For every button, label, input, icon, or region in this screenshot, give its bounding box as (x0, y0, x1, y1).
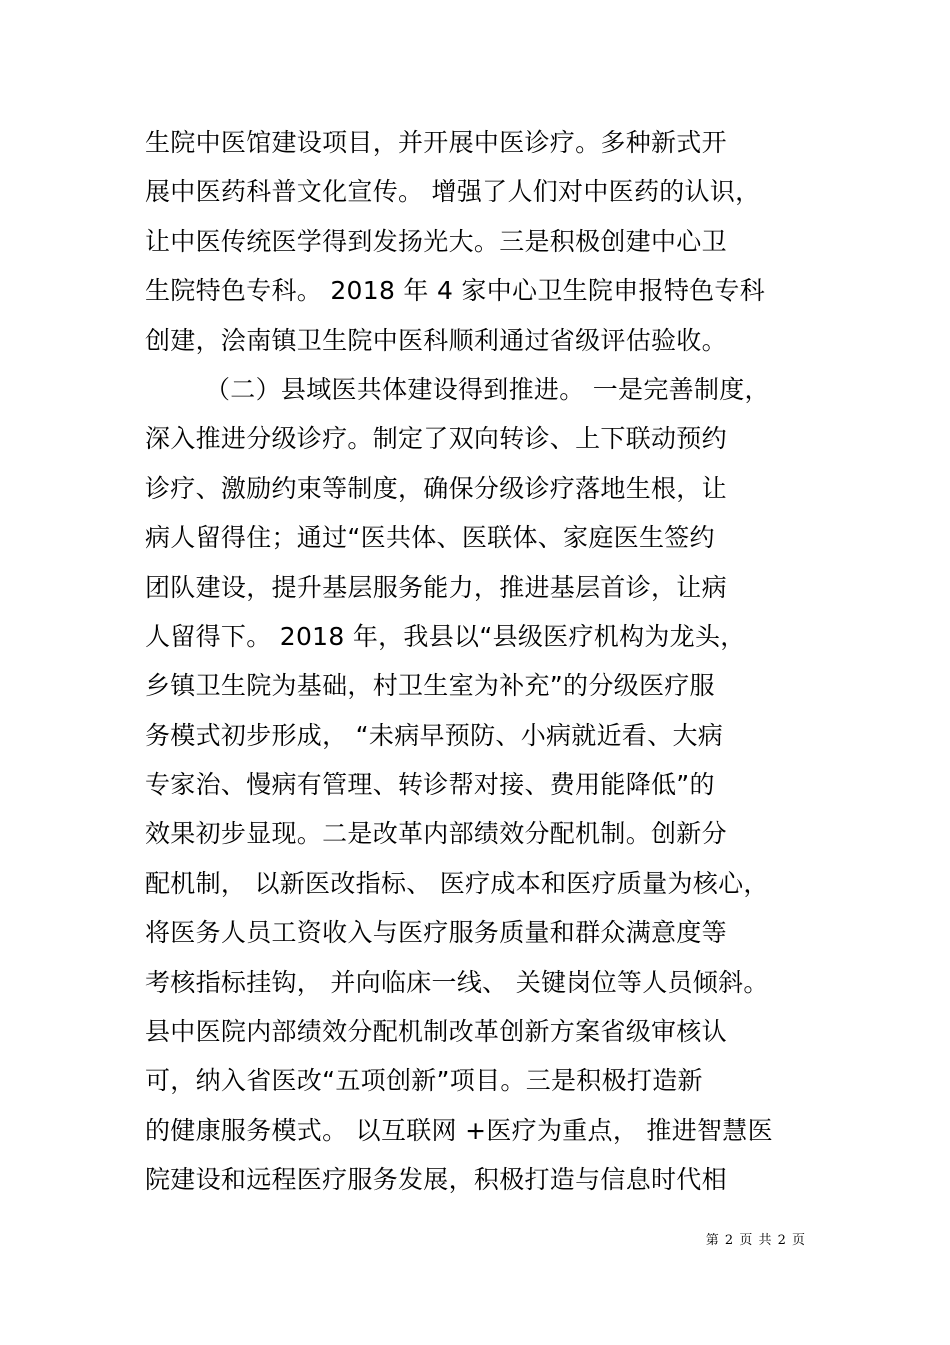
text-line: 创建，浍南镇卫生院中医科顺利通过省级评估验收。 (145, 325, 727, 355)
text-line: 配机制， 以新医改指标、 医疗成本和医疗质量为核心， (145, 868, 769, 898)
text-line: 可，纳入省医改“五项创新”项目。三是积极打造新 (145, 1066, 703, 1096)
text-line: 县中医院内部绩效分配机制改革创新方案省级审核认 (145, 1017, 727, 1047)
text-line: 将医务人员工资收入与医疗服务质量和群众满意度等 (145, 918, 727, 948)
text-line: 效果初步显现。二是改革内部绩效分配机制。创新分 (145, 819, 727, 849)
text-line: 诊疗、激励约束等制度，确保分级诊疗落地生根，让 (145, 473, 727, 503)
text-line: 务模式初步形成， “未病早预防、小病就近看、大病 (145, 720, 724, 750)
page-number-footer: 第 2 页 共 2 页 (705, 1233, 806, 1248)
text-line: 考核指标挂钩， 并向临床一线、 关键岗位等人员倾斜。 (145, 967, 769, 997)
text-line: 人留得下。 2018 年，我县以“县级医疗机构为龙头， (145, 621, 746, 651)
text-line: 院建设和远程医疗服务发展，积极打造与信息时代相 (145, 1165, 727, 1195)
text-line: 展中医药科普文化宣传。 增强了人们对中医药的认识， (145, 177, 761, 207)
text-line: 病人留得住；通过“医共体、医联体、家庭医生签约 (145, 523, 715, 553)
text-line: 团队建设，提升基层服务能力，推进基层首诊，让病 (145, 572, 727, 602)
text-line: 的健康服务模式。 以互联网 +医疗为重点， 推进智慧医 (145, 1115, 773, 1145)
text-line: 让中医传统医学得到发扬光大。三是积极创建中心卫 (145, 226, 727, 256)
text-line: 专家治、慢病有管理、转诊帮对接、费用能降低”的 (145, 770, 715, 800)
text-line: 深入推进分级诊疗。制定了双向转诊、上下联动预约 (145, 424, 727, 454)
section-heading-line: （二）县域医共体建设得到推进。 一是完善制度， (205, 374, 770, 404)
text-line: 乡镇卫生院为基础，村卫生室为补充”的分级医疗服 (145, 671, 715, 701)
text-line: 生院中医馆建设项目，并开展中医诊疗。多种新式开 (145, 128, 727, 157)
body-text (145, 118, 845, 1205)
text-line: 生院特色专科。 2018 年 4 家中心卫生院申报特色专科 (145, 276, 766, 306)
